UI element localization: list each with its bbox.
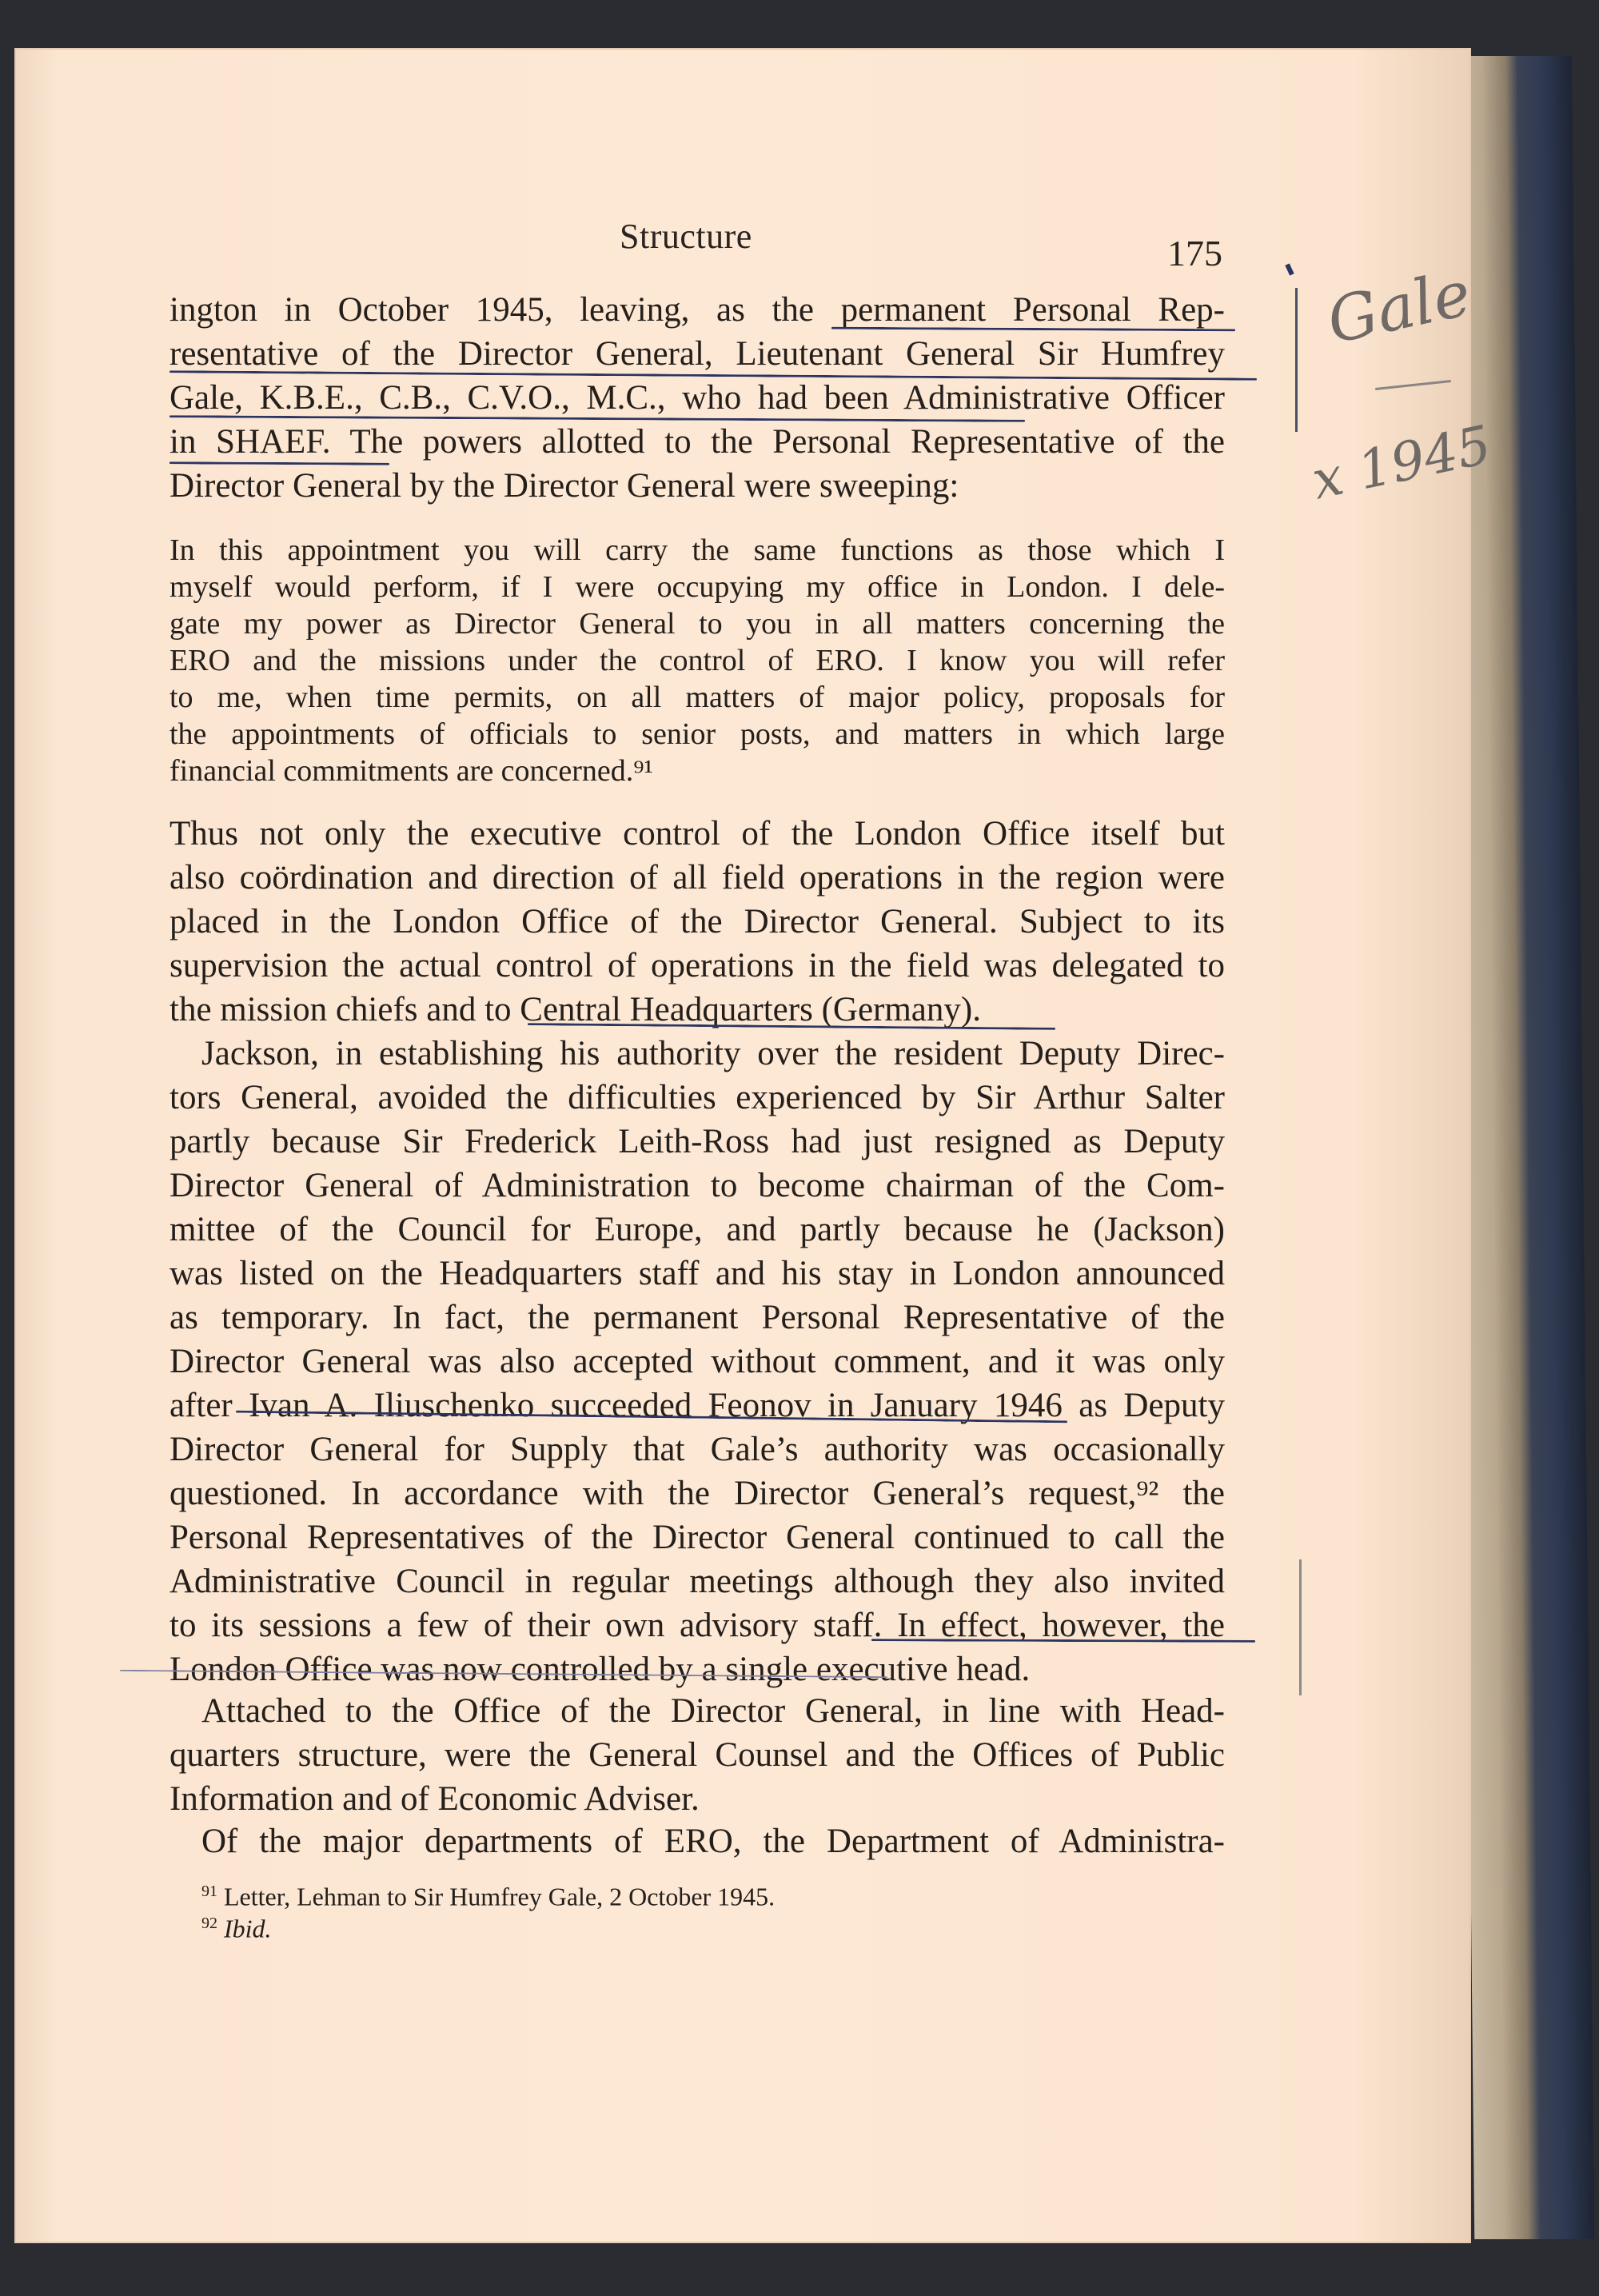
text-line: was listed on the Headquarters staff and his stay in London announced: [169, 1255, 1225, 1292]
quote-line: myself would perform, if I were occupying my office in London. I dele-: [169, 570, 1225, 604]
text-line: tors General, avoided the difficulties experienced by Sir Arthur Salter: [169, 1079, 1225, 1116]
paragraph-2: [169, 812, 1225, 1032]
paragraph-1: [169, 288, 1225, 508]
running-header: Structure: [620, 217, 752, 256]
footnotes: [201, 1875, 1257, 1943]
text-line: quarters structure, were the General Counsel and the Offices of Public: [169, 1736, 1225, 1774]
quote-line: to me, when time permits, on all matters of major policy, proposals for: [169, 681, 1225, 714]
text-line: placed in the London Office of the Director General. Subject to its: [169, 903, 1225, 940]
text-line: after Ivan A. Iliuschenko succeeded Feonov in January 1946 as Deputy: [169, 1387, 1225, 1424]
text-line: supervision the actual control of operations in the field was delegated to: [169, 947, 1225, 984]
paragraph-5: [169, 1819, 1225, 1863]
paragraph-3: [169, 1032, 1225, 1691]
text-line: mittee of the Council for Europe, and partly because he (Jackson): [169, 1211, 1225, 1248]
margin-note-year: x 1945: [1306, 413, 1497, 512]
text-line: Director General by the Director General were sweeping:: [169, 467, 959, 505]
text-line: Administrative Council in regular meetings although they also invited: [169, 1563, 1225, 1600]
text-line: Director General was also accepted without comment, and it was only: [169, 1343, 1225, 1380]
quote-line: In this appointment you will carry the same functions as those which I: [169, 533, 1225, 567]
text-line: Director General for Supply that Gale’s authority was occasionally: [169, 1431, 1225, 1468]
text-line: also coördination and direction of all field operations in the region were: [169, 859, 1225, 896]
quote-line: the appointments of officials to senior posts, and matters in which large: [169, 717, 1225, 751]
footnote-text: Letter, Lehman to Sir Humfrey Gale, 2 October 1945.: [224, 1882, 776, 1911]
quote-line: gate my power as Director General to you in all matters concerning the: [169, 607, 1225, 641]
page-number: 175: [1167, 233, 1222, 274]
text-line: Gale, K.B.E., C.B., C.V.O., M.C., who had been Administrative Officer: [169, 379, 1225, 417]
text-line: Jackson, in establishing his authority over the resident Deputy Direc-: [201, 1035, 1225, 1072]
quote-line: ERO and the missions under the control of ERO. I know you will refer: [169, 644, 1225, 677]
margin-bracket: [1295, 288, 1298, 432]
footnote-91: [201, 1875, 1257, 1911]
footnote-marker: 92: [201, 1915, 217, 1932]
text-line: partly because Sir Frederick Leith-Ross had just resigned as Deputy: [169, 1123, 1225, 1160]
text-line: Personal Representatives of the Director General continued to call the: [169, 1519, 1225, 1556]
text-line: in SHAEF. The powers allotted to the Personal Representative of the: [169, 423, 1225, 461]
paragraph-4: [169, 1689, 1225, 1821]
text-line: Thus not only the executive control of the London Office itself but: [169, 815, 1225, 853]
text-line: ington in October 1945, leaving, as the permanent Personal Rep-: [169, 291, 1225, 329]
book-page-edges: [1452, 56, 1595, 2239]
quote-line: financial commitments are concerned.⁹¹: [169, 754, 653, 788]
text-line: questioned. In accordance with the Director General’s request,⁹² the: [169, 1475, 1225, 1512]
footnote-marker: 91: [201, 1883, 217, 1900]
text-line: Information and of Economic Adviser.: [169, 1780, 700, 1818]
footnote-text: Ibid.: [224, 1914, 272, 1943]
block-quote: [169, 532, 1225, 789]
text-line: London Office was now controlled by a single executive head.: [169, 1651, 1031, 1688]
text-line: as temporary. In fact, the permanent Personal Representative of the: [169, 1299, 1225, 1336]
margin-note-name: Gale: [1321, 258, 1477, 358]
margin-bracket: [1299, 1559, 1302, 1695]
text-line: the mission chiefs and to Central Headquarters (Germany).: [169, 991, 981, 1028]
text-line: Director General of Administration to become chairman of the Com-: [169, 1167, 1225, 1204]
text-line: Attached to the Office of the Director General, in line with Head-: [201, 1692, 1225, 1730]
text-line: resentative of the Director General, Lieutenant General Sir Humfrey: [169, 335, 1225, 373]
footnote-92: [201, 1907, 1257, 1943]
text-line: Of the major departments of ERO, the Department of Administra-: [201, 1823, 1225, 1860]
text-line: to its sessions a few of their own advisory staff. In effect, however, the: [169, 1607, 1225, 1644]
